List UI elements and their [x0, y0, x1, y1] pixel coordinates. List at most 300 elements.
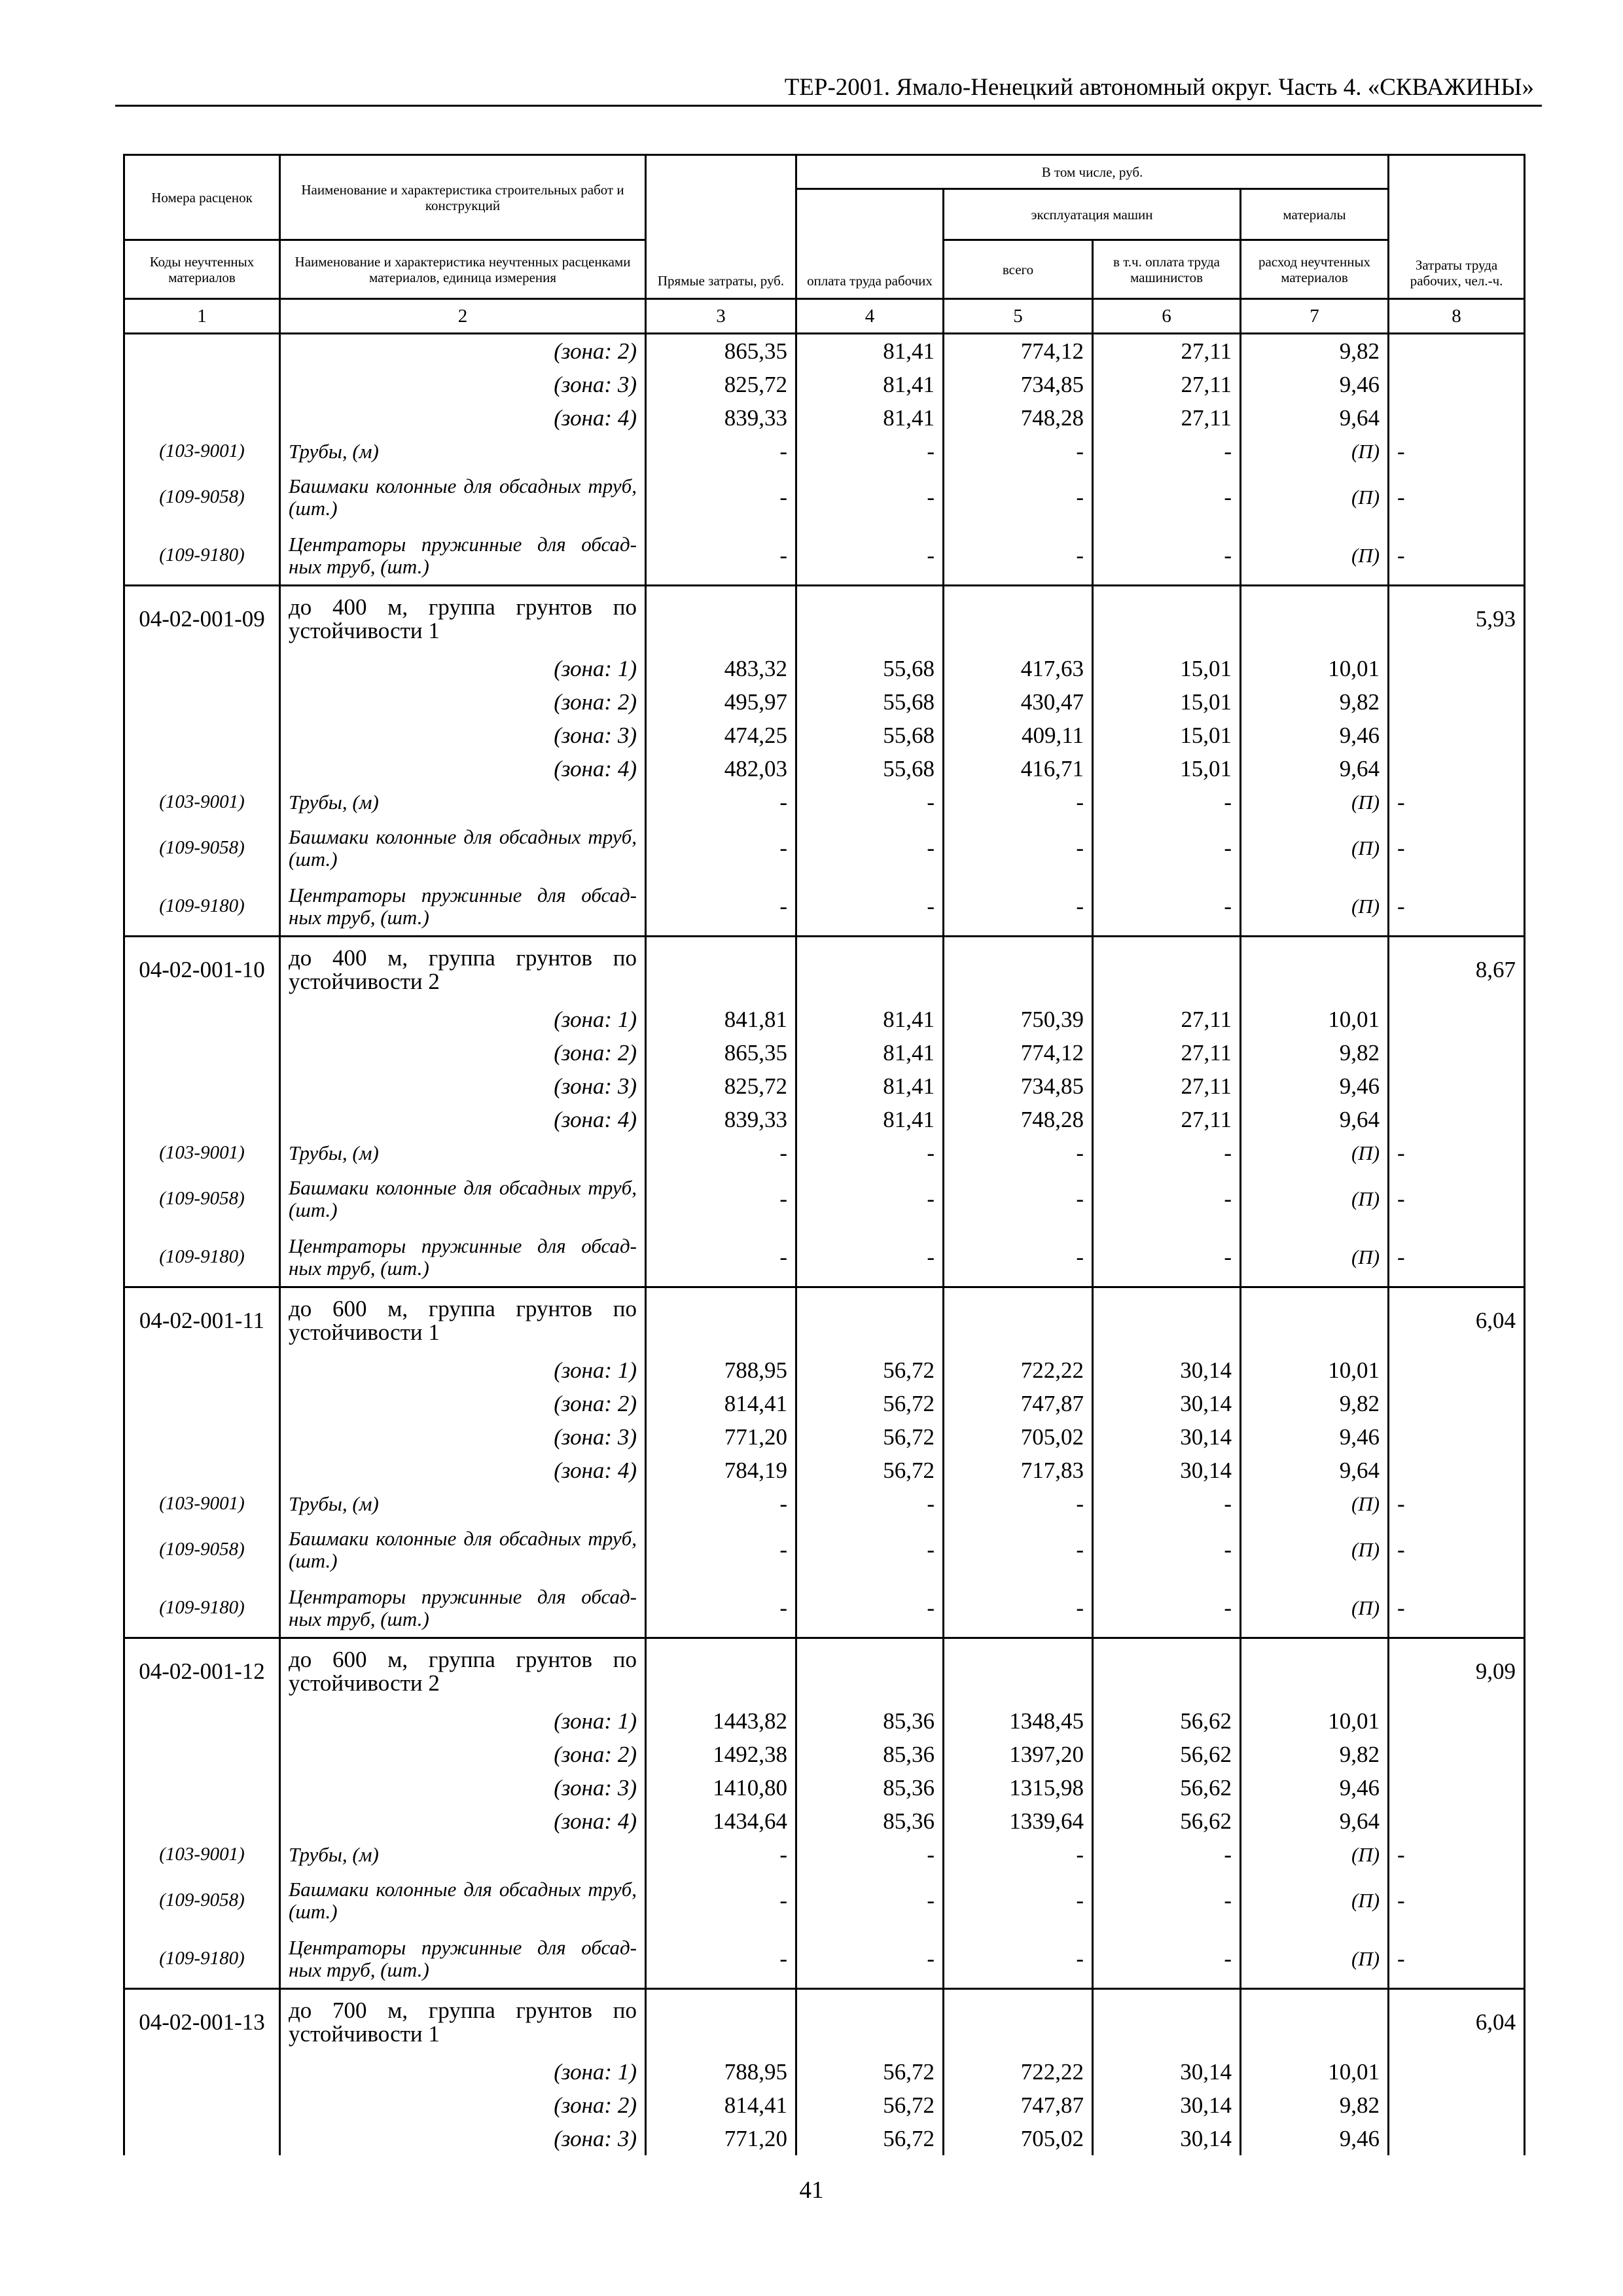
dash-cell: -: [796, 468, 944, 526]
unaccounted-mark: (П): [1241, 1520, 1389, 1579]
empty-cell: [944, 586, 1093, 653]
empty-cell: [1389, 1069, 1525, 1103]
rate-title: до 400 м, группа грунтов по устойчивости 2: [280, 937, 646, 1003]
machinist-wages-value: 30,14: [1093, 2055, 1241, 2089]
machinist-wages-value: 15,01: [1093, 752, 1241, 785]
dash-cell: -: [944, 819, 1093, 877]
dash-cell: -: [1389, 435, 1525, 468]
materials-value: 9,46: [1241, 1420, 1389, 1454]
wages-value: 56,72: [796, 2122, 944, 2155]
materials-value: 9,46: [1241, 1771, 1389, 1804]
dash-cell: -: [646, 785, 796, 819]
dash-cell: -: [1389, 468, 1525, 526]
empty-cell: [646, 1287, 796, 1354]
material-name: Центраторы пружинные для обсад-ных труб, (шт.): [280, 526, 646, 586]
material-code: (109-9180): [124, 1929, 280, 1989]
zone-label: (зона: 1): [280, 1704, 646, 1738]
wages-value: 81,41: [796, 334, 944, 368]
dash-cell: -: [944, 1838, 1093, 1871]
empty-cell: [1389, 719, 1525, 752]
materials-value: 9,82: [1241, 1738, 1389, 1771]
column-index: 7: [1241, 299, 1389, 334]
wages-value: 55,68: [796, 652, 944, 685]
materials-value: 9,64: [1241, 1454, 1389, 1487]
empty-cell: [646, 1989, 796, 2056]
dash-cell: -: [1093, 819, 1241, 877]
zone-row: [124, 1704, 1525, 1738]
material-row: [124, 785, 1525, 819]
unaccounted-mark: (П): [1241, 1838, 1389, 1871]
dash-cell: -: [1093, 877, 1241, 937]
zone-label: (зона: 2): [280, 1738, 646, 1771]
dash-cell: -: [796, 1838, 944, 1871]
empty-cell: [124, 1804, 280, 1838]
dash-cell: -: [1389, 1579, 1525, 1638]
machinist-wages-value: 27,11: [1093, 1069, 1241, 1103]
unaccounted-mark: (П): [1241, 1228, 1389, 1287]
machines-value: 774,12: [944, 334, 1093, 368]
empty-cell: [124, 652, 280, 685]
empty-cell: [124, 1738, 280, 1771]
zone-row: [124, 1771, 1525, 1804]
machinist-wages-value: 15,01: [1093, 685, 1241, 719]
dash-cell: -: [646, 435, 796, 468]
empty-cell: [124, 1420, 280, 1454]
direct-costs-value: 839,33: [646, 1103, 796, 1136]
material-row: [124, 1170, 1525, 1228]
zone-row: [124, 1103, 1525, 1136]
empty-cell: [1093, 586, 1241, 653]
dash-cell: -: [1093, 1520, 1241, 1579]
machines-value: 750,39: [944, 1003, 1093, 1036]
dash-cell: -: [646, 1871, 796, 1929]
rate-id: 04-02-001-12: [124, 1638, 280, 1705]
dash-cell: -: [646, 1136, 796, 1170]
materials-value: 9,82: [1241, 685, 1389, 719]
empty-cell: [944, 1287, 1093, 1354]
rate-title-row: [124, 1638, 1525, 1705]
dash-cell: -: [944, 1170, 1093, 1228]
col-material-name: Наименование и характеристика неучтенных расценками материалов, единица измерения: [280, 240, 646, 299]
direct-costs-value: 865,35: [646, 1036, 796, 1069]
material-row: [124, 1136, 1525, 1170]
empty-cell: [796, 1989, 944, 2056]
wages-value: 81,41: [796, 368, 944, 401]
wages-value: 56,72: [796, 1454, 944, 1487]
materials-value: 9,64: [1241, 752, 1389, 785]
dash-cell: -: [796, 1170, 944, 1228]
empty-cell: [796, 937, 944, 1003]
machinist-wages-value: 15,01: [1093, 719, 1241, 752]
empty-cell: [124, 685, 280, 719]
empty-cell: [1389, 1804, 1525, 1838]
materials-value: 9,46: [1241, 368, 1389, 401]
col-unaccounted-materials: расход неучтенных материалов: [1241, 240, 1389, 299]
machines-value: 747,87: [944, 1387, 1093, 1420]
empty-cell: [1389, 1420, 1525, 1454]
empty-cell: [1093, 1638, 1241, 1705]
material-row: [124, 819, 1525, 877]
machines-value: 705,02: [944, 1420, 1093, 1454]
materials-value: 9,82: [1241, 2089, 1389, 2122]
empty-cell: [124, 1771, 280, 1804]
zone-row: [124, 368, 1525, 401]
empty-cell: [124, 719, 280, 752]
rate-title: до 600 м, группа грунтов по устойчивости 1: [280, 1287, 646, 1354]
zone-row: [124, 2055, 1525, 2089]
dash-cell: -: [646, 877, 796, 937]
machinist-wages-value: 30,14: [1093, 1454, 1241, 1487]
column-index: 3: [646, 299, 796, 334]
page-header: ТЕР-2001. Ямало-Ненецкий автономный округ. Часть 4. «СКВАЖИНЫ»: [784, 74, 1534, 101]
empty-cell: [1093, 937, 1241, 1003]
rate-title: до 400 м, группа грунтов по устойчивости 1: [280, 586, 646, 653]
material-name: Центраторы пружинные для обсад-ных труб, (шт.): [280, 1929, 646, 1989]
empty-cell: [1389, 1454, 1525, 1487]
machinist-wages-value: 56,62: [1093, 1804, 1241, 1838]
machinist-wages-value: 30,14: [1093, 2089, 1241, 2122]
dash-cell: -: [1093, 435, 1241, 468]
materials-value: 9,46: [1241, 719, 1389, 752]
dash-cell: -: [646, 1170, 796, 1228]
zone-row: [124, 719, 1525, 752]
empty-cell: [1389, 1103, 1525, 1136]
zone-row: [124, 1003, 1525, 1036]
unaccounted-mark: (П): [1241, 1929, 1389, 1989]
dash-cell: -: [796, 526, 944, 586]
empty-cell: [1241, 1638, 1389, 1705]
machinist-wages-value: 27,11: [1093, 1103, 1241, 1136]
dash-cell: -: [1093, 526, 1241, 586]
zone-label: (зона: 3): [280, 719, 646, 752]
empty-cell: [944, 937, 1093, 1003]
materials-value: 9,82: [1241, 334, 1389, 368]
material-code: (103-9001): [124, 785, 280, 819]
empty-cell: [124, 1036, 280, 1069]
wages-value: 81,41: [796, 1036, 944, 1069]
material-name: Башмаки колонные для обсадных труб, (шт.): [280, 1520, 646, 1579]
materials-value: 9,64: [1241, 1103, 1389, 1136]
labor-value: 8,67: [1389, 937, 1525, 1003]
material-row: [124, 1520, 1525, 1579]
dash-cell: -: [1389, 877, 1525, 937]
zone-label: (зона: 4): [280, 752, 646, 785]
dash-cell: -: [646, 526, 796, 586]
machines-value: 717,83: [944, 1454, 1093, 1487]
material-code: (109-9058): [124, 468, 280, 526]
material-code: (103-9001): [124, 1136, 280, 1170]
wages-value: 85,36: [796, 1771, 944, 1804]
zone-row: [124, 2089, 1525, 2122]
dash-cell: -: [944, 526, 1093, 586]
direct-costs-value: 474,25: [646, 719, 796, 752]
direct-costs-value: 482,03: [646, 752, 796, 785]
direct-costs-value: 839,33: [646, 401, 796, 435]
material-code: (103-9001): [124, 1838, 280, 1871]
dash-cell: -: [944, 468, 1093, 526]
material-code: (109-9058): [124, 819, 280, 877]
dash-cell: -: [646, 1579, 796, 1638]
empty-cell: [1389, 1354, 1525, 1387]
zone-label: (зона: 2): [280, 685, 646, 719]
dash-cell: -: [796, 435, 944, 468]
machinist-wages-value: 27,11: [1093, 1036, 1241, 1069]
material-row: [124, 1487, 1525, 1520]
material-code: (103-9001): [124, 435, 280, 468]
dash-cell: -: [1389, 1487, 1525, 1520]
dash-cell: -: [1389, 1929, 1525, 1989]
dash-cell: -: [1389, 1228, 1525, 1287]
empty-cell: [1389, 1738, 1525, 1771]
dash-cell: -: [944, 1579, 1093, 1638]
direct-costs-value: 814,41: [646, 1387, 796, 1420]
column-index: 4: [796, 299, 944, 334]
direct-costs-value: 865,35: [646, 334, 796, 368]
direct-costs-value: 1492,38: [646, 1738, 796, 1771]
machinist-wages-value: 15,01: [1093, 652, 1241, 685]
rate-title-row: [124, 586, 1525, 653]
unaccounted-mark: (П): [1241, 1170, 1389, 1228]
zone-label: (зона: 4): [280, 1804, 646, 1838]
machinist-wages-value: 56,62: [1093, 1738, 1241, 1771]
table-header: [124, 155, 1525, 334]
rate-id: 04-02-001-09: [124, 586, 280, 653]
table-body: [124, 334, 1525, 2156]
material-name: Центраторы пружинные для обсад-ных труб, (шт.): [280, 1228, 646, 1287]
dash-cell: -: [646, 468, 796, 526]
unaccounted-mark: (П): [1241, 468, 1389, 526]
materials-value: 9,64: [1241, 1804, 1389, 1838]
dash-cell: -: [1389, 785, 1525, 819]
zone-row: [124, 652, 1525, 685]
zone-label: (зона: 2): [280, 1387, 646, 1420]
dash-cell: -: [944, 1487, 1093, 1520]
direct-costs-value: 1410,80: [646, 1771, 796, 1804]
empty-cell: [124, 1454, 280, 1487]
machinist-wages-value: 30,14: [1093, 2122, 1241, 2155]
empty-cell: [796, 1287, 944, 1354]
zone-row: [124, 334, 1525, 368]
material-code: (109-9180): [124, 877, 280, 937]
page-number: 41: [799, 2177, 824, 2204]
machinist-wages-value: 30,14: [1093, 1420, 1241, 1454]
wages-value: 81,41: [796, 1103, 944, 1136]
machinist-wages-value: 30,14: [1093, 1354, 1241, 1387]
wages-value: 56,72: [796, 2055, 944, 2089]
machines-value: 748,28: [944, 1103, 1093, 1136]
wages-value: 56,72: [796, 2089, 944, 2122]
dash-cell: -: [796, 877, 944, 937]
dash-cell: -: [646, 1520, 796, 1579]
wages-value: 81,41: [796, 1003, 944, 1036]
material-name: Центраторы пружинные для обсад-ных труб, (шт.): [280, 1579, 646, 1638]
material-name: Трубы, (м): [280, 1838, 646, 1871]
col-machinist-wages: в т.ч. оплата труда машинистов: [1093, 240, 1241, 299]
dash-cell: -: [646, 1929, 796, 1989]
empty-cell: [124, 2122, 280, 2155]
col-materials: материалы: [1241, 189, 1389, 240]
zone-row: [124, 1804, 1525, 1838]
material-code: (109-9058): [124, 1871, 280, 1929]
empty-cell: [124, 1103, 280, 1136]
zone-label: (зона: 1): [280, 2055, 646, 2089]
empty-cell: [1241, 586, 1389, 653]
wages-value: 85,36: [796, 1804, 944, 1838]
dash-cell: -: [796, 785, 944, 819]
machines-value: 1339,64: [944, 1804, 1093, 1838]
dash-cell: -: [1389, 819, 1525, 877]
machines-value: 1348,45: [944, 1704, 1093, 1738]
material-code: (109-9180): [124, 526, 280, 586]
wages-value: 81,41: [796, 1069, 944, 1103]
zone-row: [124, 752, 1525, 785]
dash-cell: -: [944, 1136, 1093, 1170]
zone-row: [124, 1420, 1525, 1454]
dash-cell: -: [1093, 1579, 1241, 1638]
material-row: [124, 1579, 1525, 1638]
dash-cell: -: [1093, 468, 1241, 526]
direct-costs-value: 814,41: [646, 2089, 796, 2122]
unaccounted-mark: (П): [1241, 1487, 1389, 1520]
empty-cell: [1389, 2055, 1525, 2089]
column-index: 6: [1093, 299, 1241, 334]
unaccounted-mark: (П): [1241, 1579, 1389, 1638]
empty-cell: [1093, 1989, 1241, 2056]
wages-value: 55,68: [796, 719, 944, 752]
direct-costs-value: 825,72: [646, 368, 796, 401]
machines-value: 734,85: [944, 368, 1093, 401]
rate-title-row: [124, 1287, 1525, 1354]
direct-costs-value: 771,20: [646, 1420, 796, 1454]
empty-cell: [124, 752, 280, 785]
dash-cell: -: [944, 1520, 1093, 1579]
col-direct-costs: Прямые затраты, руб.: [646, 155, 796, 299]
rate-title-row: [124, 937, 1525, 1003]
dash-cell: -: [796, 1520, 944, 1579]
dash-cell: -: [944, 1228, 1093, 1287]
dash-cell: -: [1093, 1487, 1241, 1520]
empty-cell: [124, 334, 280, 368]
rates-table: [123, 154, 1525, 2155]
direct-costs-value: 784,19: [646, 1454, 796, 1487]
col-machines-total: всего: [944, 240, 1093, 299]
zone-label: (зона: 4): [280, 1103, 646, 1136]
dash-cell: -: [1093, 1136, 1241, 1170]
machinist-wages-value: 56,62: [1093, 1771, 1241, 1804]
zone-row: [124, 2122, 1525, 2155]
dash-cell: -: [796, 1136, 944, 1170]
machinist-wages-value: 27,11: [1093, 401, 1241, 435]
machines-value: 1397,20: [944, 1738, 1093, 1771]
column-index: 2: [280, 299, 646, 334]
column-index-row: [124, 299, 1525, 334]
materials-value: 10,01: [1241, 652, 1389, 685]
unaccounted-mark: (П): [1241, 819, 1389, 877]
empty-cell: [944, 1638, 1093, 1705]
machines-value: 774,12: [944, 1036, 1093, 1069]
dash-cell: -: [646, 1487, 796, 1520]
empty-cell: [944, 1989, 1093, 2056]
material-name: Башмаки колонные для обсадных труб, (шт.): [280, 468, 646, 526]
machines-value: 748,28: [944, 401, 1093, 435]
col-codes: Коды неучтенных материалов: [124, 240, 280, 299]
zone-row: [124, 1036, 1525, 1069]
dash-cell: -: [796, 1228, 944, 1287]
rate-id: 04-02-001-10: [124, 937, 280, 1003]
materials-value: 10,01: [1241, 1704, 1389, 1738]
machinist-wages-value: 27,11: [1093, 1003, 1241, 1036]
direct-costs-value: 483,32: [646, 652, 796, 685]
material-name: Башмаки колонные для обсадных труб, (шт.): [280, 1871, 646, 1929]
zone-row: [124, 1387, 1525, 1420]
wages-value: 85,36: [796, 1704, 944, 1738]
rate-title-row: [124, 1989, 1525, 2056]
col-including: В том числе, руб.: [796, 155, 1389, 189]
empty-cell: [124, 401, 280, 435]
zone-row: [124, 1069, 1525, 1103]
empty-cell: [124, 1069, 280, 1103]
column-index: 5: [944, 299, 1093, 334]
machines-value: 416,71: [944, 752, 1093, 785]
materials-value: 10,01: [1241, 1003, 1389, 1036]
zone-label: (зона: 3): [280, 1420, 646, 1454]
zone-label: (зона: 3): [280, 1069, 646, 1103]
empty-cell: [124, 1354, 280, 1387]
direct-costs-value: 771,20: [646, 2122, 796, 2155]
material-name: Башмаки колонные для обсадных труб, (шт.): [280, 1170, 646, 1228]
zone-row: [124, 1738, 1525, 1771]
material-row: [124, 526, 1525, 586]
empty-cell: [1241, 937, 1389, 1003]
dash-cell: -: [796, 819, 944, 877]
empty-cell: [1389, 368, 1525, 401]
material-code: (103-9001): [124, 1487, 280, 1520]
material-row: [124, 1871, 1525, 1929]
dash-cell: -: [1093, 1170, 1241, 1228]
labor-value: 5,93: [1389, 586, 1525, 653]
zone-label: (зона: 4): [280, 1454, 646, 1487]
unaccounted-mark: (П): [1241, 1871, 1389, 1929]
empty-cell: [646, 937, 796, 1003]
empty-cell: [1389, 752, 1525, 785]
machines-value: 747,87: [944, 2089, 1093, 2122]
empty-cell: [1241, 1989, 1389, 2056]
machines-value: 705,02: [944, 2122, 1093, 2155]
material-name: Трубы, (м): [280, 785, 646, 819]
materials-value: 10,01: [1241, 2055, 1389, 2089]
wages-value: 85,36: [796, 1738, 944, 1771]
dash-cell: -: [944, 1871, 1093, 1929]
dash-cell: -: [646, 819, 796, 877]
empty-cell: [1389, 1003, 1525, 1036]
dash-cell: -: [944, 435, 1093, 468]
materials-value: 9,46: [1241, 2122, 1389, 2155]
labor-value: 6,04: [1389, 1287, 1525, 1354]
material-row: [124, 435, 1525, 468]
empty-cell: [646, 586, 796, 653]
dash-cell: -: [646, 1228, 796, 1287]
zone-label: (зона: 2): [280, 334, 646, 368]
dash-cell: -: [944, 877, 1093, 937]
empty-cell: [1389, 2122, 1525, 2155]
materials-value: 9,82: [1241, 1387, 1389, 1420]
machinist-wages-value: 30,14: [1093, 1387, 1241, 1420]
zone-row: [124, 1354, 1525, 1387]
material-row: [124, 1228, 1525, 1287]
material-code: (109-9058): [124, 1170, 280, 1228]
col-wages: оплата труда рабочих: [796, 189, 944, 299]
empty-cell: [1389, 1387, 1525, 1420]
